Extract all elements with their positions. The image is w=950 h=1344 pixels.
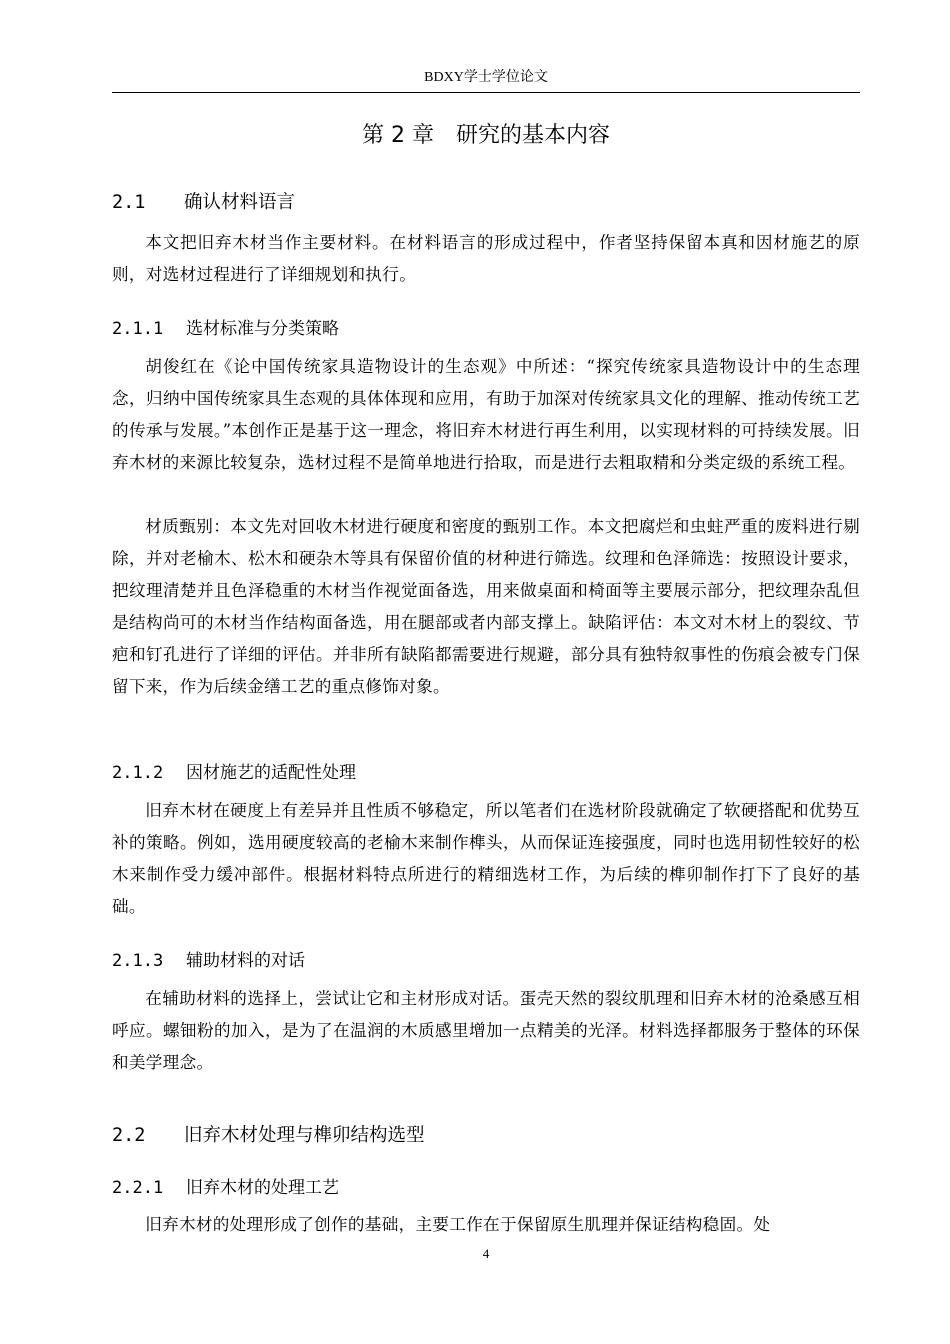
section-heading-2-1	[112, 188, 295, 214]
paragraph: 本文把旧弃木材当作主要材料。在材料语言的形成过程中，作者坚持保留本真和因材施艺的原则，对选材过程进行了详细规划和执行。	[112, 233, 860, 284]
header-rule	[112, 92, 860, 93]
paragraph: 旧弃木材的处理形成了创作的基础，主要工作在于保留原生肌理并保证结构稳固。处	[145, 1215, 771, 1234]
running-header: BDXY学士学位论文	[424, 70, 548, 85]
subsection-heading-2-1-2	[112, 758, 356, 783]
subsection-number: 2.1.1	[112, 319, 164, 339]
subsection-title: 选材标准与分类策略	[186, 319, 339, 339]
paragraph: 在辅助材料的选择上，尝试让它和主材形成对话。蛋壳天然的裂纹肌理和旧弃木材的沧桑感互相呼应。螺钿粉的加入，是为了在温润的木质感里增加一点精美的光泽。材料选择都服务于整体的环保和美学理念。	[112, 989, 860, 1072]
section-title: 确认材料语言	[184, 192, 296, 213]
subsection-title: 旧弃木材的处理工艺	[186, 1178, 339, 1198]
subsection-number: 2.1.2	[112, 763, 164, 783]
subsection-number: 2.1.3	[112, 951, 164, 971]
section-number: 2.2	[112, 1125, 146, 1146]
section-title: 旧弃木材处理与榫卯结构选型	[184, 1125, 425, 1146]
paragraph: 胡俊红在《论中国传统家具造物设计的生态观》中所述：“探究传统家具造物设计中的生态理念，归纳中国传统家具生态观的具体体现和应用，有助于加深对传统家具文化的理解、推动传统工艺的传承与发展。”本创作正是基于这一理念，将旧弃木材进行再生利用，以实现材料的可持续发展。旧弃木材的来源比较复杂，选材过程不是简单地进行拾取，而是进行去粗取精和分类定级的系统工程。	[112, 357, 860, 472]
subsection-number: 2.2.1	[112, 1178, 164, 1198]
page-number: 4	[482, 1246, 490, 1261]
subsection-heading-2-1-1	[112, 314, 339, 339]
section-number: 2.1	[112, 192, 146, 213]
section-heading-2-2	[112, 1121, 425, 1147]
paragraph: 材质甄别：本文先对回收木材进行硬度和密度的甄别工作。本文把腐烂和虫蛀严重的废料进行剔除，并对老榆木、松木和硬杂木等具有保留价值的材种进行筛选。纹理和色泽筛选：按照设计要求，把纹理清楚并且色泽稳重的木材当作视觉面备选，用来做桌面和椅面等主要展示部分，把纹理杂乱但是结构尚可的木材当作结构面备选，用在腿部或者内部支撑上。缺陷评估：本文对木材上的裂纹、节疤和钉孔进行了详细的评估。并非所有缺陷都需要进行规避，部分具有独特叙事性的伤痕会被专门保留下来，作为后续金缮工艺的重点修饰对象。	[112, 517, 860, 696]
subsection-heading-2-1-3	[112, 946, 305, 971]
subsection-title: 辅助材料的对话	[186, 951, 305, 971]
subsection-title: 因材施艺的适配性处理	[186, 763, 356, 783]
paragraph: 旧弃木材在硬度上有差异并且性质不够稳定，所以笔者们在选材阶段就确定了软硬搭配和优势互补的策略。例如，选用硬度较高的老榆木来制作榫头，从而保证连接强度，同时也选用韧性较好的松木来制作受力缓冲部件。根据材料特点所进行的精细选材工作，为后续的榫卯制作打下了良好的基础。	[112, 801, 860, 916]
subsection-heading-2-2-1	[112, 1173, 339, 1198]
chapter-title: 第 2 章 研究的基本内容	[362, 123, 610, 148]
